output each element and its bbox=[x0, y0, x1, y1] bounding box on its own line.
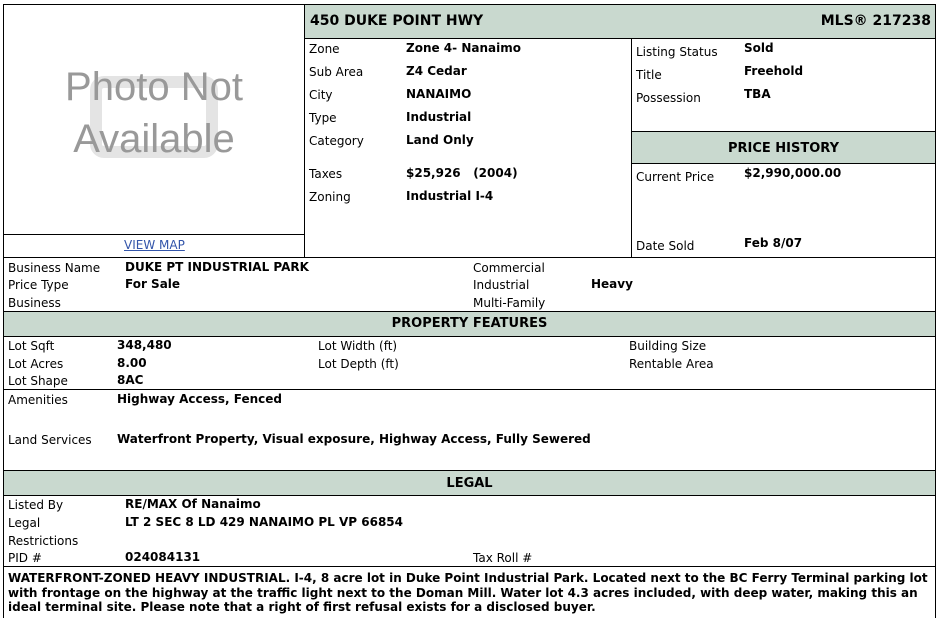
current-price-value: $2,990,000.00 bbox=[744, 166, 842, 180]
zone-value: Zone 4- Nanaimo bbox=[406, 41, 521, 55]
listed-by-value: RE/MAX Of Nanaimo bbox=[125, 497, 261, 511]
date-sold-value: Feb 8/07 bbox=[744, 236, 803, 250]
category-value: Land Only bbox=[406, 133, 474, 147]
industrial-value: Heavy bbox=[591, 277, 633, 291]
mls-number: MLS® 217238 bbox=[820, 13, 931, 29]
divider-features-header bbox=[4, 336, 935, 337]
photo-not-available-line2: Available bbox=[73, 117, 235, 161]
lot-acres-value: 8.00 bbox=[117, 356, 147, 370]
photo-not-available-line1: Photo Not bbox=[65, 65, 243, 109]
rentable-area-label: Rentable Area bbox=[629, 357, 714, 371]
type-label: Type bbox=[309, 111, 337, 125]
date-sold-label: Date Sold bbox=[636, 239, 695, 253]
taxes-value: $25,926 (2004) bbox=[406, 166, 518, 180]
land-services-value: Waterfront Property, Visual exposure, Highway Access, Fully Sewered bbox=[117, 432, 591, 446]
title-label: Title bbox=[636, 68, 662, 82]
tax-roll-label: Tax Roll # bbox=[473, 551, 533, 565]
taxes-label: Taxes bbox=[309, 167, 343, 181]
city-value: NANAIMO bbox=[406, 87, 472, 101]
property-features-heading: PROPERTY FEATURES bbox=[391, 316, 548, 331]
price-history-heading: PRICE HISTORY bbox=[727, 141, 840, 156]
frame-right bbox=[935, 4, 936, 618]
listing-status-label: Listing Status bbox=[636, 45, 718, 59]
listed-by-label: Listed By bbox=[8, 498, 64, 512]
business-label: Business bbox=[8, 296, 61, 310]
possession-value: TBA bbox=[744, 87, 771, 101]
current-price-label: Current Price bbox=[636, 170, 715, 184]
subarea-value: Z4 Cedar bbox=[406, 64, 467, 78]
pid-value: 024084131 bbox=[125, 550, 201, 564]
view-map-link[interactable]: VIEW MAP bbox=[124, 238, 185, 252]
photo-placeholder bbox=[4, 4, 304, 234]
possession-label: Possession bbox=[636, 91, 701, 105]
divider-top-block bbox=[4, 257, 935, 258]
divider-price-top bbox=[632, 131, 935, 132]
land-services-label: Land Services bbox=[8, 433, 92, 447]
business-name-value: DUKE PT INDUSTRIAL PARK bbox=[125, 260, 309, 274]
divider-services bbox=[4, 470, 935, 471]
zoning-label: Zoning bbox=[309, 190, 351, 204]
legal-label: Legal bbox=[8, 516, 41, 530]
amenities-value: Highway Access, Fenced bbox=[117, 392, 283, 406]
price-type-label: Price Type bbox=[8, 278, 69, 292]
zoning-value: Industrial I-4 bbox=[406, 189, 494, 203]
title-value: Freehold bbox=[744, 64, 804, 78]
lot-width-label: Lot Width (ft) bbox=[318, 339, 398, 353]
restrictions-label: Restrictions bbox=[8, 534, 79, 548]
type-value: Industrial bbox=[406, 110, 472, 124]
pid-label: PID # bbox=[8, 551, 42, 565]
divider-legal bbox=[4, 566, 935, 567]
lot-sqft-label: Lot Sqft bbox=[8, 339, 55, 353]
divider-price-bottom bbox=[632, 163, 935, 164]
multifamily-label: Multi-Family bbox=[473, 296, 546, 310]
divider-legal-header bbox=[4, 495, 935, 496]
remarks: WATERFRONT-ZONED HEAVY INDUSTRIAL. I-4, 8 acre lot in Duke Point Industrial Park. Located next to the BC Ferry Terminal parking lot with frontage on the highway at the traffic light next to the Doman Mill. Water lot 4.3 acres included, with deep water, making this an ideal terminal site. Please note that a right of first refusal exists for a disclosed buyer. bbox=[8, 571, 928, 614]
amenities-label: Amenities bbox=[8, 393, 68, 407]
divider-header bbox=[305, 38, 935, 39]
lot-depth-label: Lot Depth (ft) bbox=[318, 357, 399, 371]
divider-photo bbox=[304, 4, 305, 257]
category-label: Category bbox=[309, 134, 364, 148]
property-address: 450 DUKE POINT HWY bbox=[310, 13, 484, 29]
legal-heading: LEGAL bbox=[446, 476, 493, 491]
industrial-label: Industrial bbox=[473, 278, 530, 292]
divider-lots bbox=[4, 389, 935, 390]
listing-status-value: Sold bbox=[744, 41, 774, 55]
lot-shape-label: Lot Shape bbox=[8, 374, 68, 388]
lot-sqft-value: 348,480 bbox=[117, 338, 172, 352]
divider-business bbox=[4, 311, 935, 312]
business-name-label: Business Name bbox=[8, 261, 101, 275]
lot-acres-label: Lot Acres bbox=[8, 357, 64, 371]
legal-value: LT 2 SEC 8 LD 429 NANAIMO PL VP 66854 bbox=[125, 515, 403, 529]
divider-photo-bottom bbox=[4, 234, 304, 235]
zone-label: Zone bbox=[309, 42, 340, 56]
price-type-value: For Sale bbox=[125, 277, 181, 291]
subarea-label: Sub Area bbox=[309, 65, 364, 79]
building-size-label: Building Size bbox=[629, 339, 707, 353]
commercial-label: Commercial bbox=[473, 261, 545, 275]
lot-shape-value: 8AC bbox=[117, 373, 144, 387]
city-label: City bbox=[309, 88, 333, 102]
